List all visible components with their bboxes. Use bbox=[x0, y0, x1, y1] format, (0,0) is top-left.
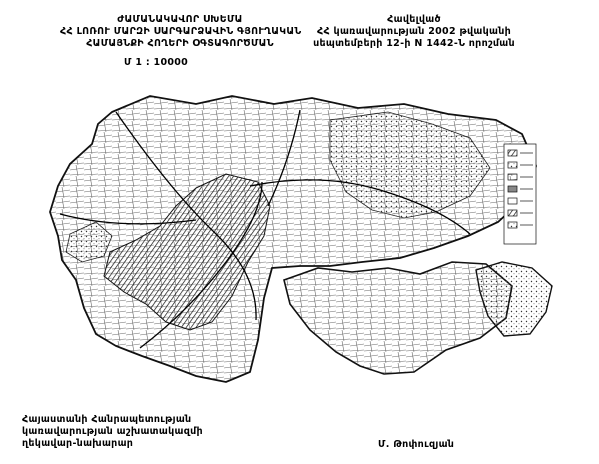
title-line-1: ԺԱՄԱՆԱԿԱՎՈՐ ՍԽԵՄԱ bbox=[117, 14, 243, 25]
signatory-line-3: ղեկավար-նախարար bbox=[22, 438, 134, 449]
annex-line-2: ՀՀ կառավարության 2002 թվականի bbox=[316, 26, 512, 37]
map-legend-graphic bbox=[504, 144, 536, 244]
signatory-position bbox=[22, 414, 203, 450]
signatory-line-2: կառավարության աշխատակազմի bbox=[22, 426, 203, 437]
annex-line-1: Հավելված bbox=[387, 14, 441, 25]
map-scale: Մ 1 : 10000 bbox=[124, 57, 189, 68]
annex-line-3: սեպտեմբերի 12-ի N 1442-Ն որոշման bbox=[313, 38, 515, 49]
signatory-line-1: Հայաստանի Հանրապետության bbox=[22, 414, 192, 425]
title-line-2: ՀՀ ԼՈՌՈՒ ՄԱՐԶԻ ՍԱՐԳԱՐՁԱՎԻՆ ԳՅՈՒՂԱԿԱՆ bbox=[60, 26, 302, 37]
signatory-name: Մ. Թոփուզյան bbox=[378, 439, 455, 450]
title-line-3: ՀԱՄԱՅՆՔԻ ՀՈՂԵՐԻ ՕԳՏԱԳՈՐԾՄԱՆ bbox=[86, 38, 274, 49]
